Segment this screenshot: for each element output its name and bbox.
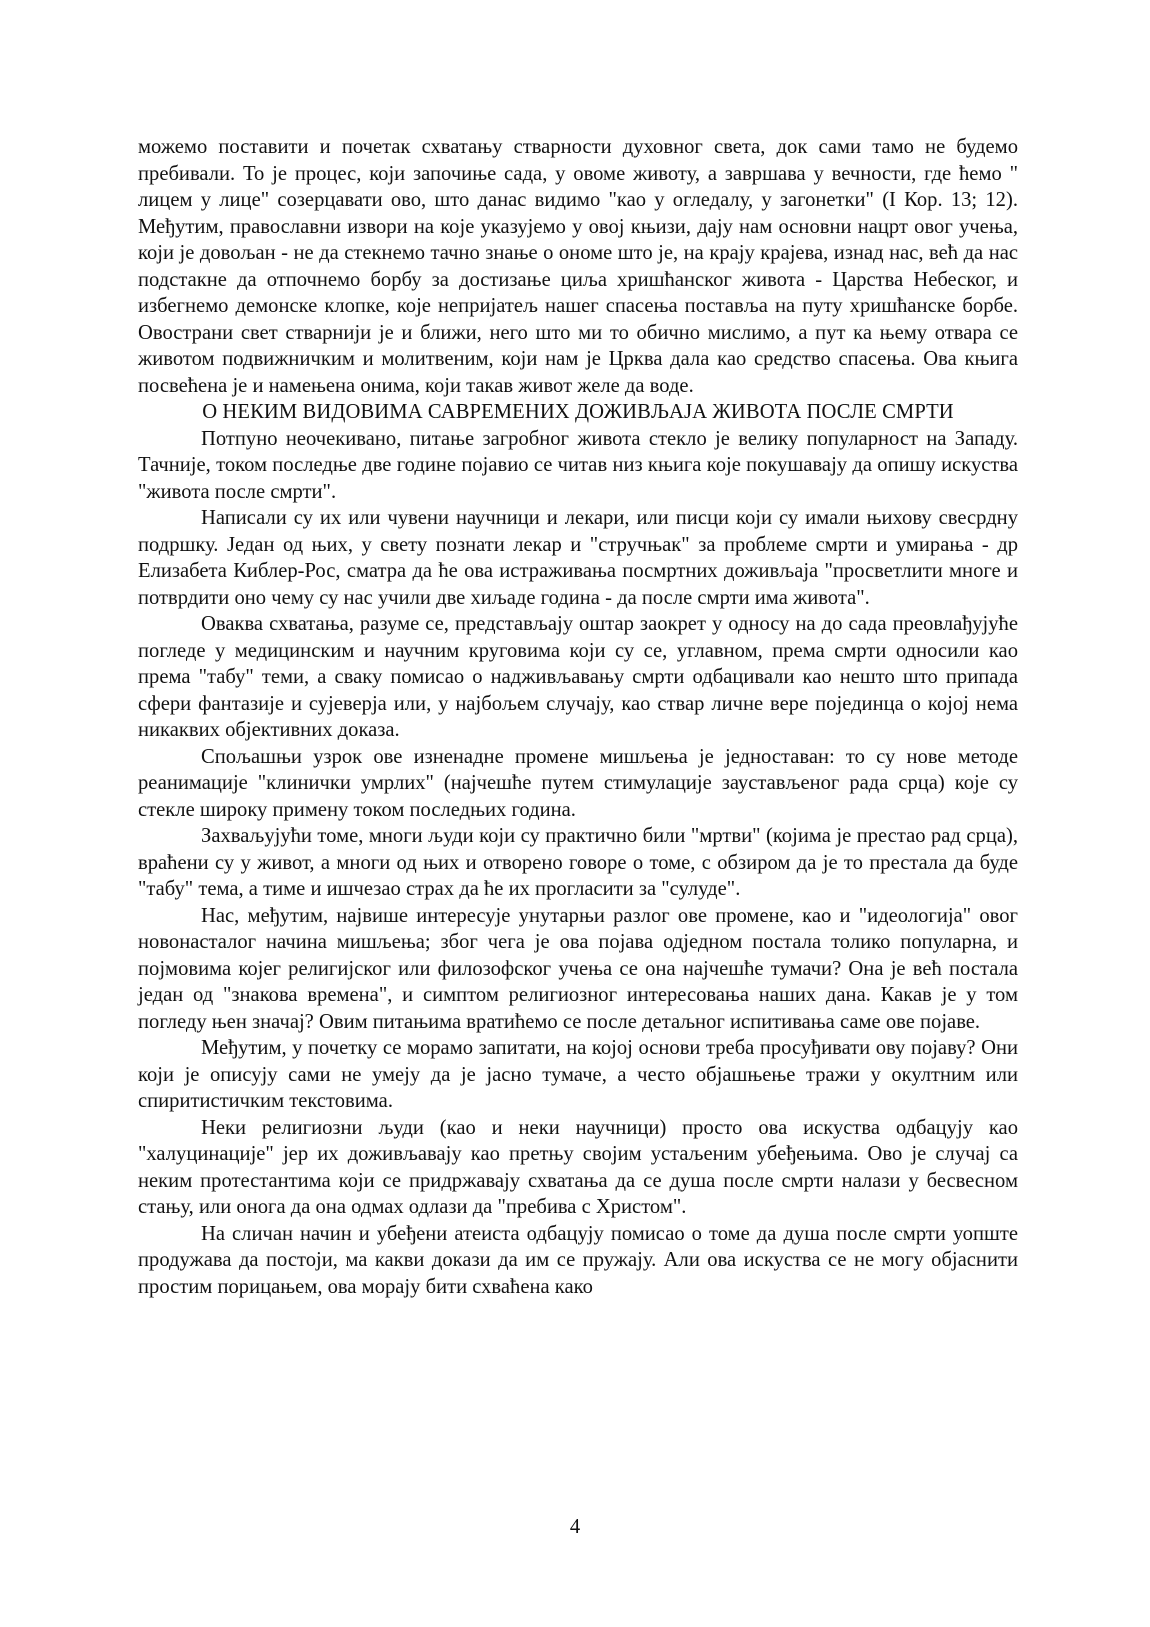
body-paragraph-7: Међутим, у почетку се морамо запитати, на којој основи треба просуђивати ову појаву? Они који је описују сами не умеју да је јасно тумаче, а често објашњење тражи у окултним или спиритистичким текстовима. [138, 1037, 1018, 1112]
page-text [138, 134, 1018, 1300]
body-paragraph-5: Захваљујући томе, многи људи који су практично били "мртви" (којима је престао рад срца), враћени су у живот, а многи од њих и отворено говоре о томе, с обзиром да је то престала да буде "табу" тема, а тиме и ишчезао страх да ће их прогласити за "сулуде". [138, 825, 1018, 900]
section-heading: О НЕКИМ ВИДОВИМА САВРЕМЕНИХ ДОЖИВЉАЈА ЖИВОТА ПОСЛЕ СМРТИ [202, 401, 954, 423]
intro-paragraph: можемо поставити и почетак схватању стварности духовног света, док сами тамо не будемо пребивали. То је процес, који започиње сада, у овоме животу, а завршава у вечности, где ћемо " лицем у лице" созерцавати ово, што данас видимо "као у огледалу, у загонетки" (I Кор. 13; 12). Међутим, православни извори на које указујемо у овој књизи, дају нам основни нацрт овог учења, који је довољан - не да стекнемо тачно знање о ономе што је, на крају крајева, изнад нас, већ да нас подстакне да отпочнемо борбу за достизање циља хришћанског живота - Царства Небеског, и избегнемо демонске клопке, које непријатељ нашег спасења поставља на путу хришћанске борбе. Овострани свет стварнији је и ближи, него што ми то обично мислимо, а пут ка њему отвара се животом подвижничким и молитвеним, који нам је Црква дала као средство спасења. Ова књига посвећена је и намењена онима, који такав живот желе да воде. [138, 136, 1018, 397]
body-paragraph-6: Нас, међутим, највише интересује унутарњи разлог ове промене, као и "идеологија" овог новонасталог начина мишљења; због чега је ова појава одједном постала толико популарна, и појмовима којег религијског или филозофског учења се она најчешће тумачи? Она је већ постала један од "знакова времена", и симптом религиозног интересовања наших дана. Какав је у том погледу њен значај? Овим питањима вратићемо се после детаљног испитивања саме ове појаве. [138, 904, 1018, 1033]
body-paragraph-4: Спољашњи узрок ове изненадне промене мишљења је једноставан: то су нове методе реанимације "клинички умрлих" (најчешће путем стимулације заустављеног рада срца) које су стекле широку примену током последњих година. [138, 745, 1018, 821]
body-paragraph-3: Оваква схватања, разуме се, представљају оштар заокрет у односу на до сада преовлађујуће погледе у медицинским и научним круговима који су се, углавном, према смрти односили као према "табу" теми, а сваку помисао о надживљавању смрти одбацивали као нешто што припада сфери фантазије и сујеверја или, у најбољем случају, као ствар личне вере појединца о којој нема никаквих објективних доказа. [138, 613, 1018, 741]
body-paragraph-8: Неки религиозни људи (као и неки научници) просто ова искуства одбацују као "халуцинације" јер их доживљавају као претњу својим устаљеним убеђењима. Ово је случај са неким протестантима који се придржавају схватања да се душа после смрти налази у бесвесном стању, или онога да она одмах одлази да "пребива с Христом". [138, 1116, 1018, 1218]
body-paragraph-2: Написали су их или чувени научници и лекари, или писци који су имали њихову свесрдну подршку. Један од њих, у свету познати лекар и "стручњак" за проблеме смрти и умирања - др Елизабета Киблер-Рос, сматра да ће ова истраживања посмртних доживљаја "просветлити многе и потврдити оно чему су нас учили две хиљаде година - да после смрти има живота". [138, 507, 1018, 609]
page-number: 4 [569, 1516, 581, 1538]
body-paragraph-1: Потпуно неочекивано, питање загробног живота стекло је велику популарност на Западу. Тачније, током последње две године појавио се читав низ књига које покушавају да опишу искуства "живота после смрти". [138, 427, 1018, 503]
body-paragraph-9: На сличан начин и убеђени атеиста одбацују помисао о томе да душа после смрти уопште продужава да постоји, ма какви докази да им се пружају. Али ова искуства се не могу објаснити простим порицањем, ова морају бити схваћена како [138, 1222, 1018, 1298]
